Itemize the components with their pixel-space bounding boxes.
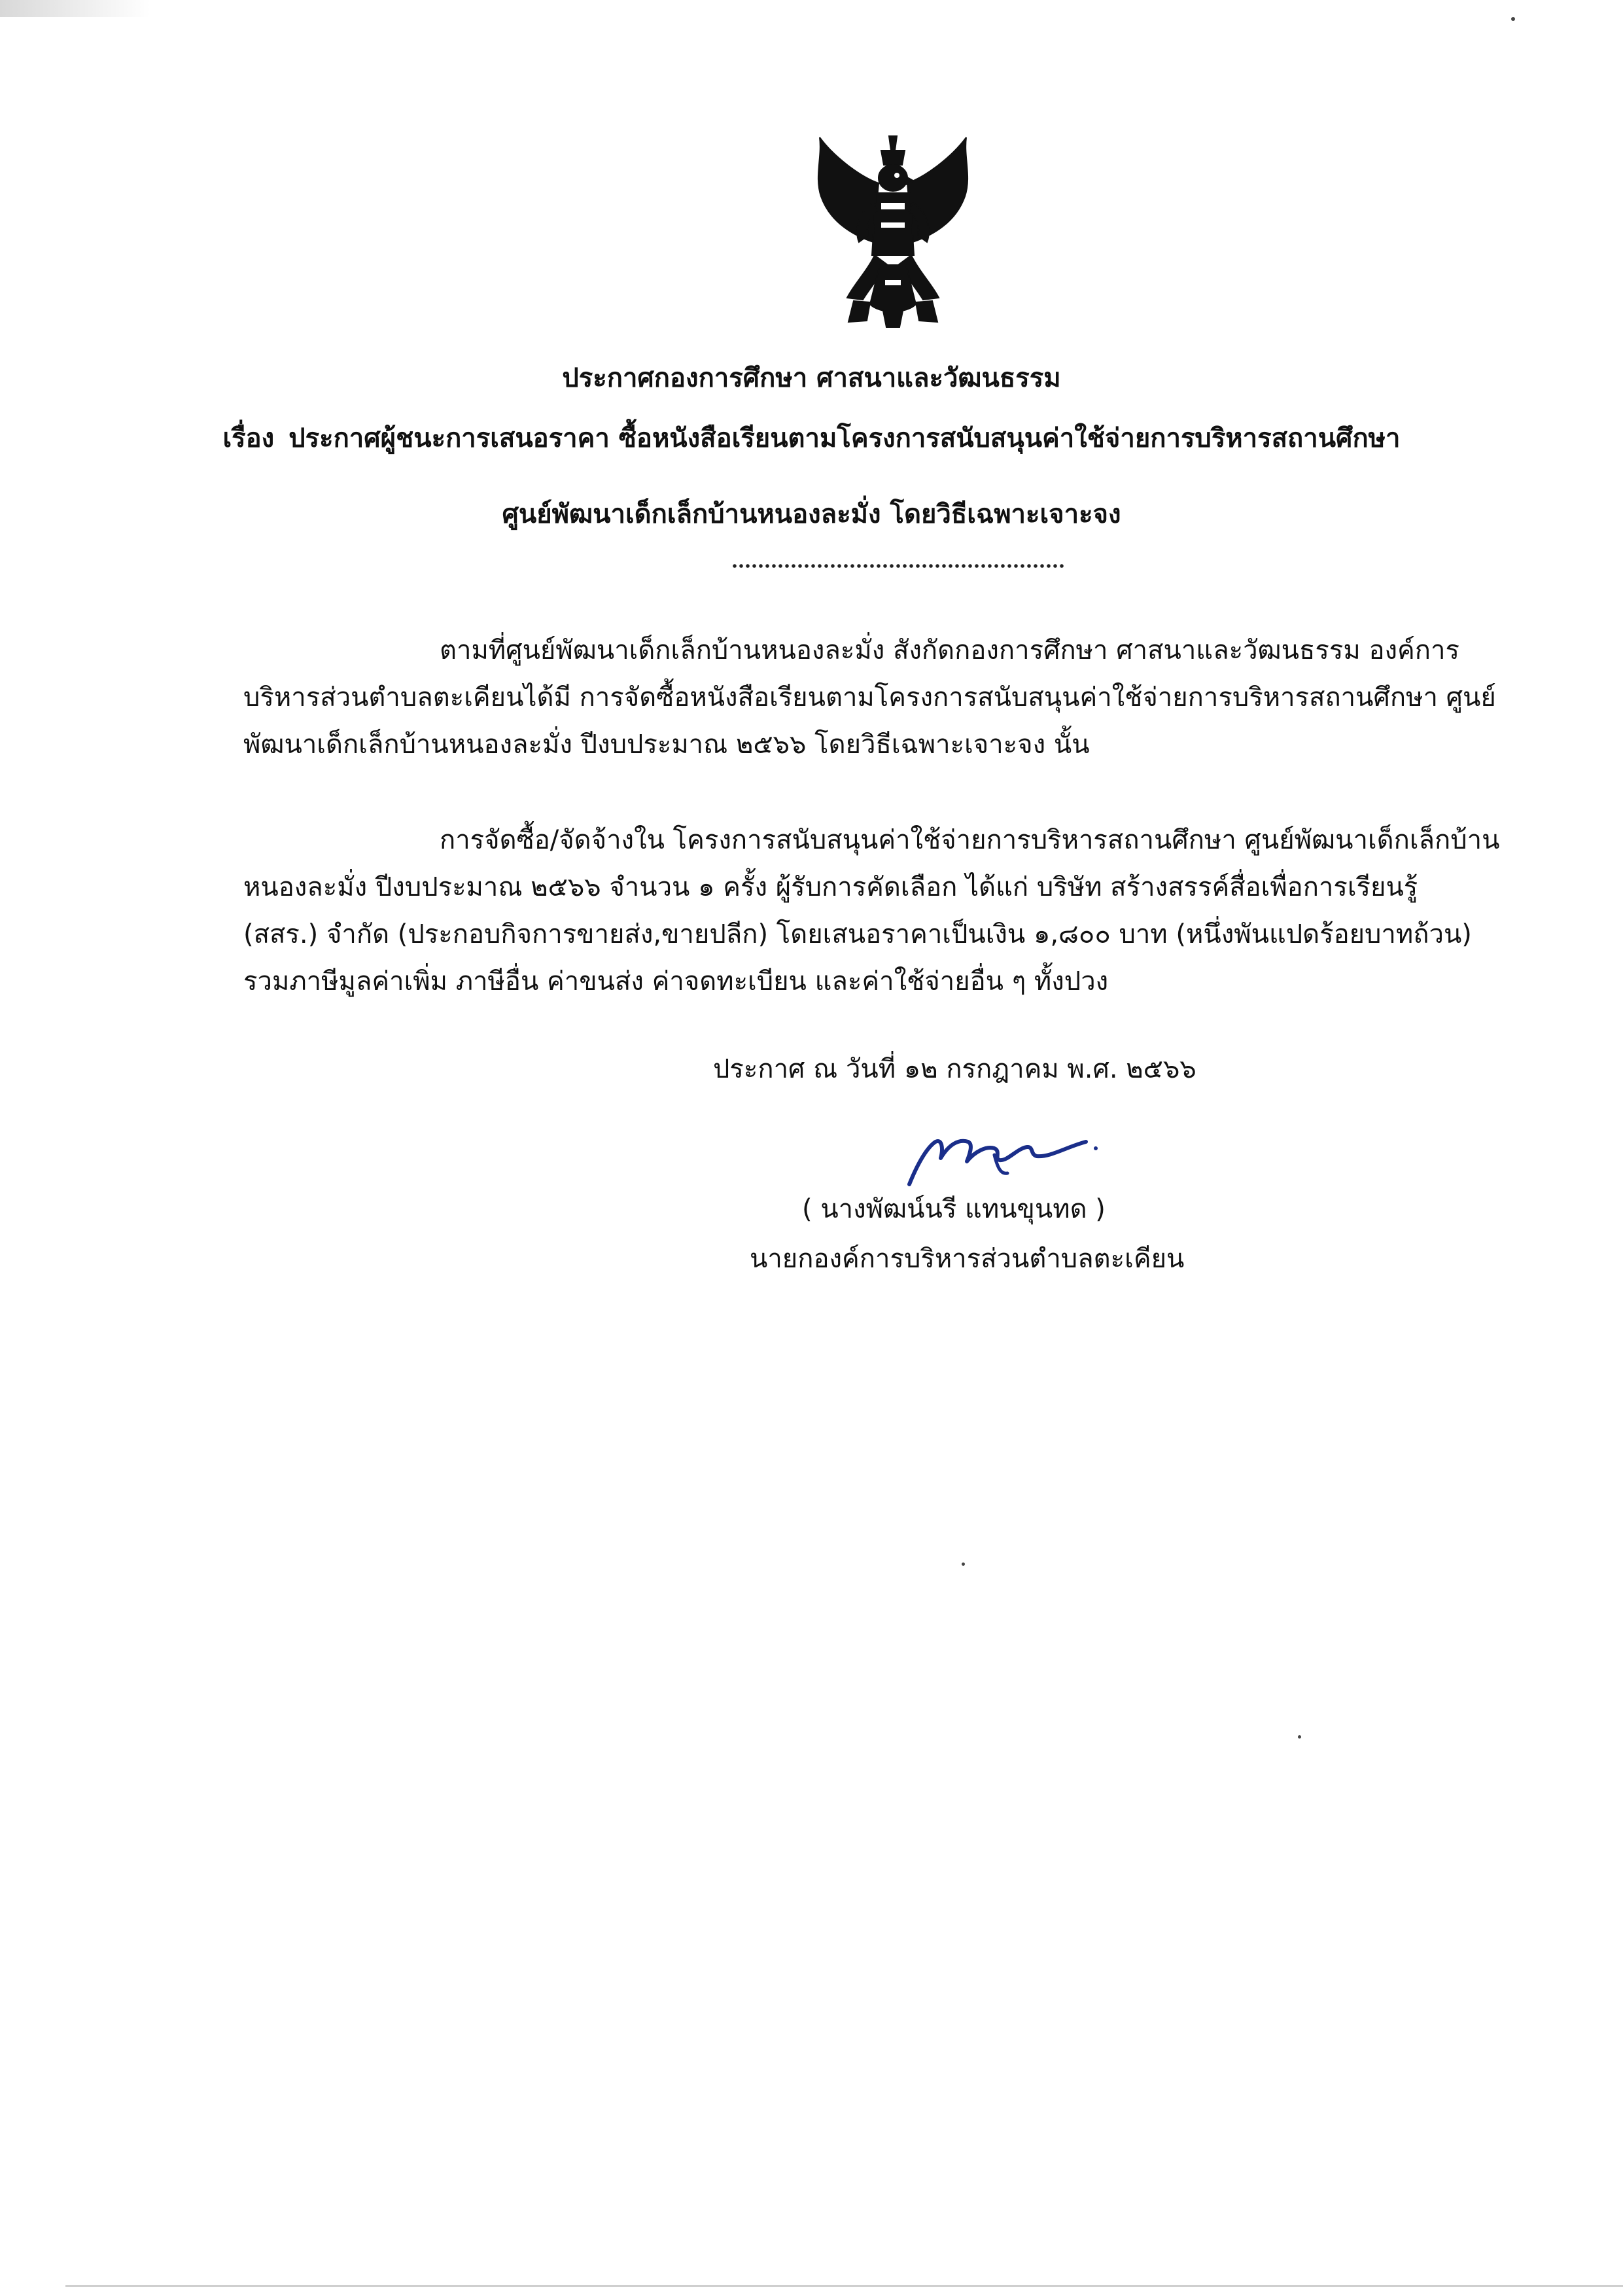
paragraph-1 xyxy=(243,627,1496,768)
dotted-separator xyxy=(731,564,1066,568)
paragraph-line: รวมภาษีมูลค่าเพิ่ม ภาษีอื่น ค่าขนส่ง ค่าจดทะเบียน และค่าใช้จ่ายอื่น ๆ ทั้งปวง xyxy=(243,966,1109,997)
paragraph-line: หนองละมั่ง ปีงบประมาณ ๒๕๖๖ จำนวน ๑ ครั้ง ผู้รับการคัดเลือก ได้แก่ บริษัท สร้างสรรค์สื่อเพื่อการเรียนรู้ xyxy=(243,872,1418,902)
scan-edge-shadow xyxy=(0,0,150,17)
scan-bottom-edge xyxy=(65,2285,1623,2287)
subject-line-1: ประกาศผู้ชนะการเสนอราคา ซื้อหนังสือเรียนตามโครงการสนับสนุนค่าใช้จ่ายการบริหารสถานศึกษา xyxy=(288,423,1401,453)
scan-speck xyxy=(1298,1735,1301,1739)
office-heading: ประกาศกองการศึกษา ศาสนาและวัฒนธรรม xyxy=(562,363,1061,393)
subject-line-2: ศูนย์พัฒนาเด็กเล็กบ้านหนองละมั่ง โดยวิธีเฉพาะเจาะจง xyxy=(502,499,1121,529)
paragraph-2 xyxy=(243,817,1500,1005)
paragraph-line: บริหารส่วนตำบลตะเคียนได้มี การจัดซื้อหนังสือเรียนตามโครงการสนับสนุนค่าใช้จ่ายการบริหารสถานศึกษา ศูนย์ xyxy=(243,682,1496,713)
announcement-date: ประกาศ ณ วันที่ ๑๒ กรกฎาคม พ.ศ. ๒๕๖๖ xyxy=(713,1054,1196,1084)
paragraph-line: การจัดซื้อ/จัดจ้างใน โครงการสนับสนุนค่าใช้จ่ายการบริหารสถานศึกษา ศูนย์พัฒนาเด็กเล็กบ้าน xyxy=(440,825,1500,855)
paragraph-line: (สสร.) จำกัด (ประกอบกิจการขายส่ง,ขายปลีก) โดยเสนอราคาเป็นเงิน ๑,๘๐๐ บาท (หนึ่งพันแปดร้อยบาทถ้วน) xyxy=(243,919,1472,949)
garuda-emblem-icon xyxy=(808,131,978,330)
paragraph-line: พัฒนาเด็กเล็กบ้านหนองละมั่ง ปีงบประมาณ ๒๕๖๖ โดยวิธีเฉพาะเจาะจง นั้น xyxy=(243,730,1090,760)
signer-title: นายกองค์การบริหารส่วนตำบลตะเคียน xyxy=(750,1244,1185,1274)
paragraph-line: ตามที่ศูนย์พัฒนาเด็กเล็กบ้านหนองละมั่ง สังกัดกองการศึกษา ศาสนาและวัฒนธรรม องค์การ xyxy=(440,635,1459,665)
scan-speck xyxy=(962,1563,965,1566)
handwritten-signature xyxy=(896,1122,1106,1194)
scan-speck xyxy=(1511,17,1515,21)
subject-heading xyxy=(0,419,1623,458)
subject-label: เรื่อง xyxy=(222,423,275,453)
signer-name: ( นางพัฒน์นรี แทนขุนทด ) xyxy=(802,1194,1106,1224)
